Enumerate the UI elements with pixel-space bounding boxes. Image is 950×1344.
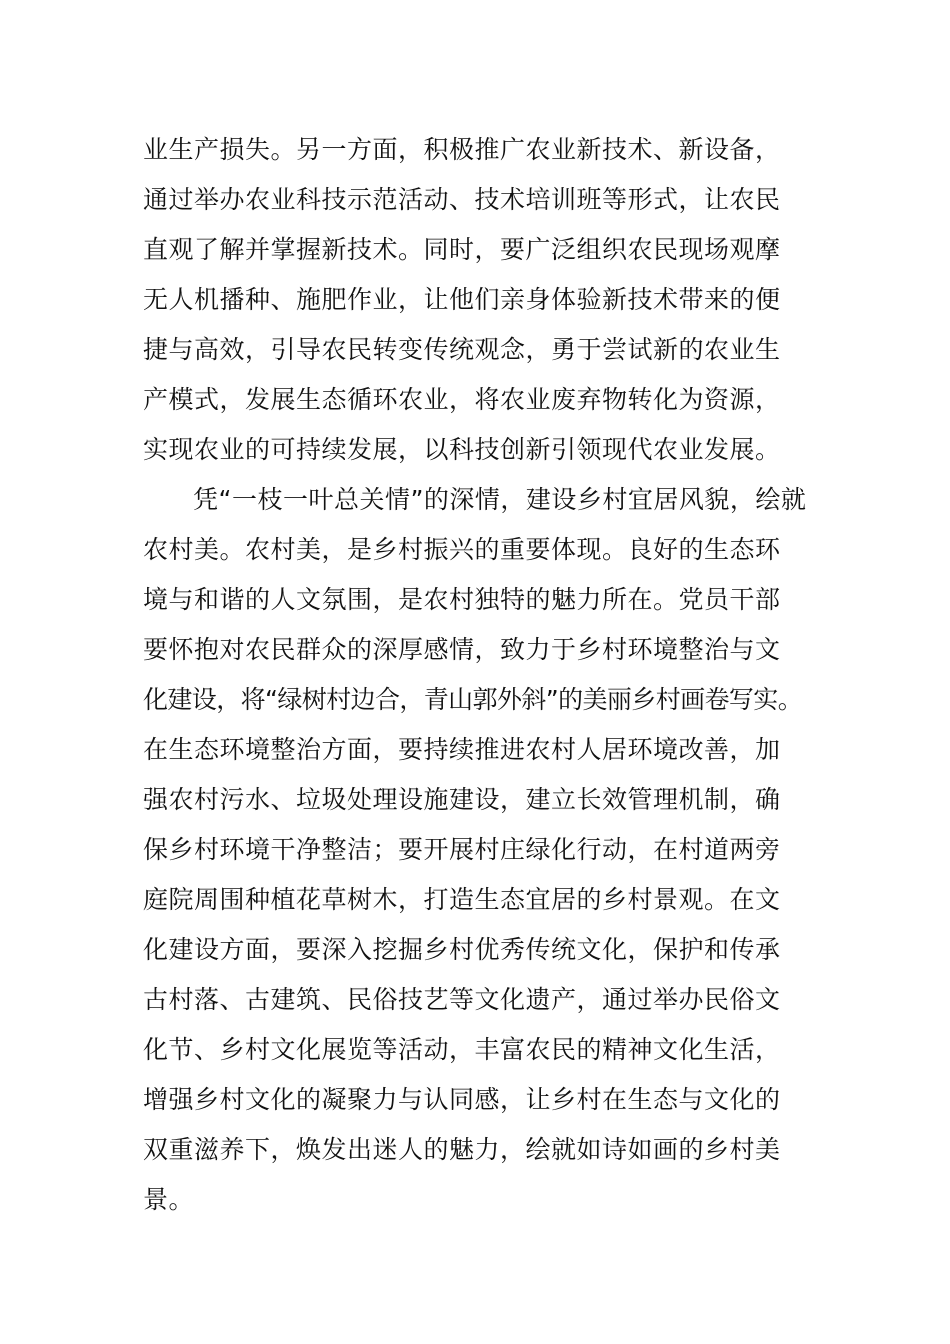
paragraph-start-line: 凭“一枝一叶总关情”的深情，建设乡村宜居风貌，绘就 (193, 485, 807, 514)
text-line: 强农村污水、垃圾处理设施建设，建立长效管理机制，确 (143, 785, 781, 814)
text-line: 无人机播种、施肥作业，让他们亲身体验新技术带来的便 (143, 285, 781, 314)
text-line: 通过举办农业科技示范活动、技术培训班等形式，让农民 (143, 185, 781, 214)
text-line: 直观了解并掌握新技术。同时，要广泛组织农民现场观摩 (143, 235, 781, 264)
body-text (143, 125, 843, 1225)
text-line: 实现农业的可持续发展，以科技创新引领现代农业发展。 (143, 435, 781, 464)
text-line: 化节、乡村文化展览等活动，丰富农民的精神文化生活， (143, 1035, 781, 1064)
text-line: 农村美。农村美，是乡村振兴的重要体现。良好的生态环 (143, 535, 781, 564)
text-line: 境与和谐的人文氛围，是农村独特的魅力所在。党员干部 (143, 585, 781, 614)
text-line: 化建设，将“绿树村边合，青山郭外斜”的美丽乡村画卷写实。 (143, 685, 803, 714)
text-line: 化建设方面，要深入挖掘乡村优秀传统文化，保护和传承 (143, 935, 781, 964)
text-line: 产模式，发展生态循环农业，将农业废弃物转化为资源， (143, 385, 781, 414)
text-line: 业生产损失。另一方面，积极推广农业新技术、新设备， (143, 135, 781, 164)
text-line: 要怀抱对农民群众的深厚感情，致力于乡村环境整治与文 (143, 635, 781, 664)
text-line: 双重滋养下，焕发出迷人的魅力，绘就如诗如画的乡村美 (143, 1135, 781, 1164)
text-line: 古村落、古建筑、民俗技艺等文化遗产，通过举办民俗文 (143, 985, 781, 1014)
text-line: 在生态环境整治方面，要持续推进农村人居环境改善，加 (143, 735, 781, 764)
text-line: 景。 (143, 1185, 195, 1214)
text-line: 保乡村环境干净整洁；要开展村庄绿化行动，在村道两旁 (143, 835, 781, 864)
text-line: 捷与高效，引导农民转变传统观念，勇于尝试新的农业生 (143, 335, 781, 364)
text-line: 增强乡村文化的凝聚力与认同感，让乡村在生态与文化的 (143, 1085, 781, 1114)
text-line: 庭院周围种植花草树木，打造生态宜居的乡村景观。在文 (143, 885, 781, 914)
